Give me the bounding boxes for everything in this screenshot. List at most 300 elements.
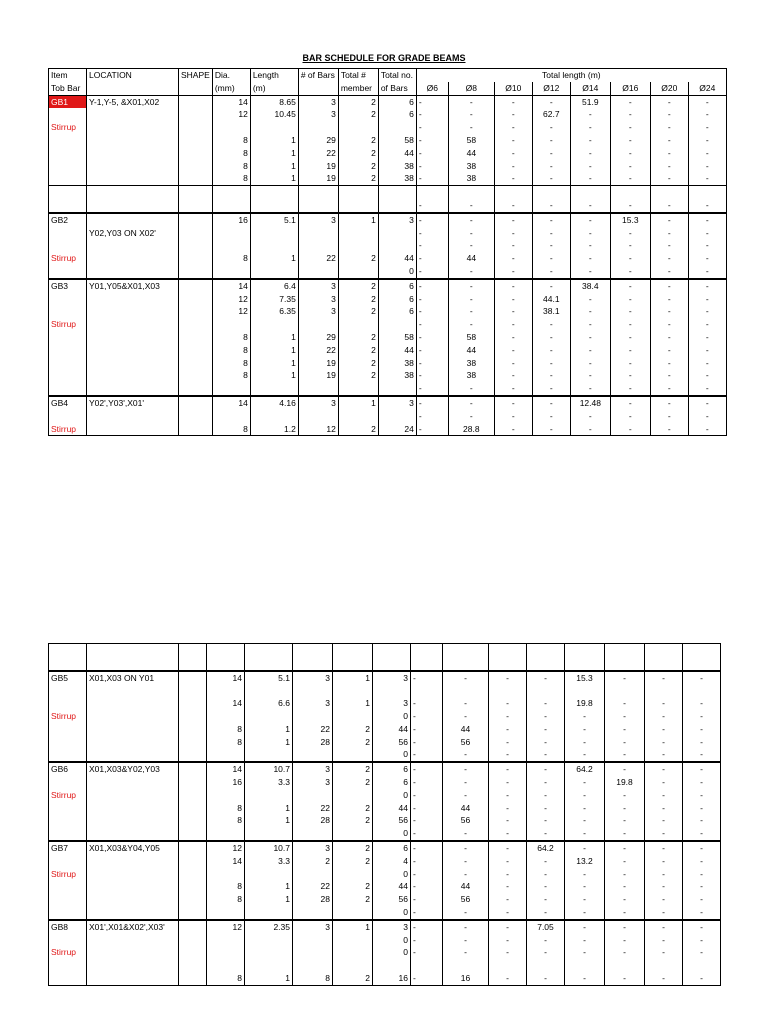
- cell-d24: -: [683, 723, 721, 736]
- cell-dia: 8: [207, 802, 245, 815]
- cell-dia: 8: [212, 344, 250, 357]
- cell-bars: 28: [293, 814, 333, 827]
- cell-tot: [373, 657, 411, 671]
- cell-tot: 3: [373, 697, 411, 710]
- header-cell: Total length (m): [416, 69, 726, 82]
- cell-bars: [298, 265, 338, 279]
- cell-d10: -: [489, 802, 527, 815]
- cell-bars: [298, 318, 338, 331]
- cell-mem: 1: [333, 671, 373, 685]
- table-row: [49, 410, 727, 423]
- table-row: [49, 318, 727, 331]
- cell-d8: -: [443, 789, 489, 802]
- cell-tot: [378, 227, 416, 240]
- cell-bars: [298, 239, 338, 252]
- cell-d24: -: [688, 331, 726, 344]
- cell-d8: [443, 684, 489, 697]
- header-cell: Tob Bar: [49, 82, 87, 95]
- cell-dia: [212, 318, 250, 331]
- cell-shape: [179, 710, 207, 723]
- cell-d20: -: [645, 972, 683, 985]
- cell-d20: -: [645, 841, 683, 855]
- cell-d8: [448, 186, 494, 199]
- cell-item: [49, 934, 87, 947]
- cell-shape: [179, 657, 207, 671]
- cell-len: 1: [250, 369, 298, 382]
- cell-d14: -: [565, 893, 605, 906]
- cell-d10: -: [494, 344, 532, 357]
- table-row: [49, 213, 727, 227]
- cell-d14: -: [570, 134, 610, 147]
- cell-d16: -: [610, 121, 650, 134]
- cell-dia: [207, 684, 245, 697]
- cell-mem: 2: [338, 147, 378, 160]
- cell-d14: -: [565, 906, 605, 920]
- cell-dia: 8: [212, 331, 250, 344]
- cell-d8: 28.8: [448, 423, 494, 436]
- cell-d14: -: [570, 293, 610, 306]
- cell-loc: Y01,Y05&X01,X03: [87, 279, 179, 293]
- cell-d14: -: [565, 920, 605, 934]
- cell-d6: -: [416, 134, 448, 147]
- cell-bars: [298, 199, 338, 213]
- cell-d14: -: [570, 172, 610, 185]
- cell-loc: [87, 318, 179, 331]
- cell-d20: -: [645, 827, 683, 841]
- cell-d12: -: [532, 213, 570, 227]
- cell-d24: -: [683, 697, 721, 710]
- cell-d14: -: [565, 776, 605, 789]
- cell-d8: -: [448, 199, 494, 213]
- bar-schedule-table-continued: [48, 643, 721, 986]
- cell-tot: 56: [373, 736, 411, 749]
- cell-d10: -: [494, 357, 532, 370]
- table-row: [49, 723, 721, 736]
- table-row: [49, 305, 727, 318]
- cell-dia: 14: [207, 855, 245, 868]
- cell-d10: -: [494, 213, 532, 227]
- cell-mem: 1: [333, 920, 373, 934]
- cell-d10: -: [489, 697, 527, 710]
- cell-shape: [179, 946, 207, 959]
- cell-bars: [293, 827, 333, 841]
- cell-len: 1: [245, 972, 293, 985]
- cell-d8: -: [443, 697, 489, 710]
- cell-d24: -: [688, 318, 726, 331]
- cell-loc: [87, 305, 179, 318]
- cell-d24: -: [688, 199, 726, 213]
- cell-item: [49, 776, 87, 789]
- table-row: [49, 946, 721, 959]
- cell-loc: [87, 855, 179, 868]
- cell-d10: -: [489, 946, 527, 959]
- cell-d12: -: [527, 762, 565, 776]
- cell-bars: 19: [298, 160, 338, 173]
- cell-d8: -: [443, 906, 489, 920]
- cell-shape: [179, 252, 213, 265]
- cell-d16: -: [610, 252, 650, 265]
- table-row: [49, 423, 727, 436]
- cell-tot: 0: [373, 934, 411, 947]
- cell-shape: [179, 423, 213, 436]
- header-cell: Ø10: [494, 82, 532, 95]
- cell-d16: -: [610, 318, 650, 331]
- cell-shape: [179, 814, 207, 827]
- cell-d14: -: [570, 147, 610, 160]
- cell-shape: [179, 736, 207, 749]
- cell-len: [245, 868, 293, 881]
- cell-dia: [212, 239, 250, 252]
- cell-d24: -: [688, 95, 726, 108]
- cell-d16: -: [610, 160, 650, 173]
- cell-len: [250, 121, 298, 134]
- cell-d20: -: [650, 305, 688, 318]
- cell-shape: [179, 972, 207, 985]
- cell-d24: -: [683, 827, 721, 841]
- cell-d6: -: [411, 762, 443, 776]
- cell-shape: [179, 239, 213, 252]
- cell-shape: [179, 227, 213, 240]
- cell-item: [49, 657, 87, 671]
- cell-d8: -: [448, 227, 494, 240]
- cell-bars: [293, 946, 333, 959]
- cell-bars: 19: [298, 357, 338, 370]
- cell-dia: [207, 657, 245, 671]
- cell-d14: -: [570, 213, 610, 227]
- cell-d24: -: [683, 934, 721, 947]
- cell-tot: 3: [378, 396, 416, 410]
- cell-d12: -: [527, 946, 565, 959]
- cell-d6: -: [411, 802, 443, 815]
- cell-d12: -: [527, 855, 565, 868]
- table-row: [49, 697, 721, 710]
- cell-dia: 8: [212, 357, 250, 370]
- cell-tot: 6: [373, 762, 411, 776]
- cell-d24: -: [688, 121, 726, 134]
- cell-len: [245, 906, 293, 920]
- cell-d6: -: [411, 906, 443, 920]
- cell-d6: -: [416, 357, 448, 370]
- cell-d20: -: [645, 802, 683, 815]
- cell-d16: -: [610, 239, 650, 252]
- cell-d20: -: [645, 814, 683, 827]
- cell-d12: [527, 657, 565, 671]
- cell-d24: [683, 644, 721, 657]
- cell-dia: [212, 199, 250, 213]
- cell-dia: [207, 827, 245, 841]
- cell-item: [49, 265, 87, 279]
- cell-d14: -: [565, 841, 605, 855]
- cell-tot: 0: [373, 827, 411, 841]
- cell-dia: 12: [207, 920, 245, 934]
- cell-d16: -: [605, 946, 645, 959]
- cell-dia: [207, 789, 245, 802]
- cell-bars: 3: [293, 671, 333, 685]
- cell-d6: -: [411, 748, 443, 762]
- cell-dia: [207, 946, 245, 959]
- cell-loc: [87, 108, 179, 121]
- cell-item: Stirrup: [49, 318, 87, 331]
- cell-bars: 29: [298, 134, 338, 147]
- cell-dia: 12: [207, 841, 245, 855]
- cell-shape: [179, 279, 213, 293]
- cell-d14: 12.48: [570, 396, 610, 410]
- cell-d16: -: [605, 868, 645, 881]
- cell-d10: -: [494, 172, 532, 185]
- cell-d12: -: [532, 147, 570, 160]
- cell-d14: -: [570, 227, 610, 240]
- cell-loc: [87, 906, 179, 920]
- cell-d16: -: [610, 227, 650, 240]
- cell-d16: -: [610, 382, 650, 396]
- cell-len: 1: [245, 880, 293, 893]
- cell-item: [49, 108, 87, 121]
- cell-d16: -: [605, 736, 645, 749]
- cell-len: 5.1: [250, 213, 298, 227]
- cell-d20: -: [650, 227, 688, 240]
- header-cell: Ø12: [532, 82, 570, 95]
- cell-tot: [378, 121, 416, 134]
- header-cell: Ø14: [570, 82, 610, 95]
- table-row: [49, 868, 721, 881]
- cell-mem: [333, 934, 373, 947]
- table-row: [49, 239, 727, 252]
- cell-mem: 2: [338, 252, 378, 265]
- cell-d24: -: [688, 265, 726, 279]
- cell-shape: [179, 762, 207, 776]
- cell-d24: -: [688, 252, 726, 265]
- cell-d12: -: [532, 382, 570, 396]
- cell-d8: -: [443, 934, 489, 947]
- cell-d6: -: [416, 172, 448, 185]
- cell-d20: [645, 684, 683, 697]
- cell-d16: -: [605, 697, 645, 710]
- cell-dia: 14: [212, 95, 250, 108]
- cell-len: 1: [245, 802, 293, 815]
- cell-tot: 3: [373, 671, 411, 685]
- cell-d8: -: [448, 95, 494, 108]
- cell-item: [49, 893, 87, 906]
- cell-item: [49, 147, 87, 160]
- cell-d14: 64.2: [565, 762, 605, 776]
- cell-d12: -: [532, 95, 570, 108]
- cell-tot: 0: [373, 906, 411, 920]
- cell-len: [250, 199, 298, 213]
- cell-mem: [333, 906, 373, 920]
- cell-d12: -: [527, 710, 565, 723]
- cell-d16: 15.3: [610, 213, 650, 227]
- cell-dia: [207, 644, 245, 657]
- cell-d14: -: [565, 710, 605, 723]
- cell-d12: -: [527, 802, 565, 815]
- cell-dia: 8: [207, 893, 245, 906]
- cell-d12: -: [532, 265, 570, 279]
- cell-bars: 22: [293, 802, 333, 815]
- cell-d8: -: [443, 671, 489, 685]
- cell-d6: -: [416, 239, 448, 252]
- cell-shape: [179, 802, 207, 815]
- cell-d12: 62.7: [532, 108, 570, 121]
- table-row: [49, 396, 727, 410]
- cell-shape: [179, 723, 207, 736]
- cell-d6: -: [416, 305, 448, 318]
- cell-loc: [87, 331, 179, 344]
- header-cell: Dia.: [212, 69, 250, 82]
- cell-d16: 19.8: [605, 776, 645, 789]
- cell-d20: [645, 657, 683, 671]
- cell-d20: [650, 186, 688, 199]
- cell-d14: -: [570, 108, 610, 121]
- cell-shape: [179, 344, 213, 357]
- cell-shape: [179, 959, 207, 972]
- cell-d12: -: [532, 396, 570, 410]
- cell-mem: [338, 239, 378, 252]
- table-row: [49, 172, 727, 185]
- cell-d10: -: [494, 423, 532, 436]
- cell-shape: [179, 880, 207, 893]
- cell-loc: [87, 697, 179, 710]
- cell-d6: -: [416, 331, 448, 344]
- cell-dia: 16: [207, 776, 245, 789]
- cell-d24: -: [688, 213, 726, 227]
- cell-loc: [87, 946, 179, 959]
- cell-bars: [293, 748, 333, 762]
- cell-bars: [293, 684, 333, 697]
- cell-item: [49, 802, 87, 815]
- header-cell: Ø20: [650, 82, 688, 95]
- cell-tot: [373, 684, 411, 697]
- cell-d6: -: [416, 95, 448, 108]
- cell-d20: -: [645, 920, 683, 934]
- cell-bars: 3: [298, 279, 338, 293]
- header-cell: Item: [49, 69, 87, 82]
- cell-d14: 13.2: [565, 855, 605, 868]
- cell-loc: [87, 121, 179, 134]
- cell-item: [49, 160, 87, 173]
- cell-d8: -: [448, 410, 494, 423]
- cell-d24: -: [683, 776, 721, 789]
- cell-d6: -: [411, 827, 443, 841]
- cell-d24: -: [683, 710, 721, 723]
- cell-tot: 0: [373, 710, 411, 723]
- cell-item: [49, 331, 87, 344]
- cell-d10: -: [489, 776, 527, 789]
- cell-d24: [688, 186, 726, 199]
- cell-bars: 8: [293, 972, 333, 985]
- cell-bars: 19: [298, 369, 338, 382]
- cell-len: [245, 946, 293, 959]
- cell-d20: -: [650, 423, 688, 436]
- cell-d8: -: [443, 762, 489, 776]
- cell-len: 4.16: [250, 396, 298, 410]
- cell-bars: [293, 934, 333, 947]
- cell-loc: Y-1,Y-5, &X01,X02: [87, 95, 179, 108]
- cell-d12: -: [532, 344, 570, 357]
- cell-d14: -: [565, 723, 605, 736]
- cell-d14: -: [570, 344, 610, 357]
- cell-len: [250, 382, 298, 396]
- cell-item: Stirrup: [49, 868, 87, 881]
- cell-d14: -: [565, 868, 605, 881]
- cell-d14: [570, 186, 610, 199]
- cell-dia: 14: [207, 762, 245, 776]
- cell-len: 3.3: [245, 776, 293, 789]
- cell-tot: [373, 644, 411, 657]
- cell-loc: [87, 972, 179, 985]
- cell-item: [49, 239, 87, 252]
- cell-d12: -: [527, 934, 565, 947]
- cell-d14: -: [565, 972, 605, 985]
- cell-len: [250, 239, 298, 252]
- cell-bars: [293, 710, 333, 723]
- header-cell: [298, 82, 338, 95]
- cell-d8: -: [443, 920, 489, 934]
- cell-mem: [333, 748, 373, 762]
- header-row: [49, 69, 727, 82]
- cell-d16: -: [605, 814, 645, 827]
- cell-d10: -: [494, 147, 532, 160]
- cell-d16: -: [605, 880, 645, 893]
- cell-shape: [179, 318, 213, 331]
- table-row: [49, 108, 727, 121]
- cell-shape: [179, 396, 213, 410]
- cell-d16: -: [610, 344, 650, 357]
- cell-d10: -: [489, 841, 527, 855]
- cell-d12: -: [527, 736, 565, 749]
- cell-tot: 38: [378, 160, 416, 173]
- cell-d24: -: [683, 920, 721, 934]
- cell-d12: 38.1: [532, 305, 570, 318]
- cell-d6: -: [416, 396, 448, 410]
- cell-tot: [378, 410, 416, 423]
- cell-bars: [298, 186, 338, 199]
- cell-d24: -: [688, 227, 726, 240]
- table-row: [49, 252, 727, 265]
- cell-d8: 16: [443, 972, 489, 985]
- cell-bars: [293, 657, 333, 671]
- table-row: [49, 644, 721, 657]
- header-cell: Total #: [338, 69, 378, 82]
- cell-d10: [489, 959, 527, 972]
- cell-tot: 3: [378, 213, 416, 227]
- cell-d8: -: [448, 265, 494, 279]
- cell-d14: -: [570, 239, 610, 252]
- header-cell: SHAPE: [179, 69, 213, 82]
- cell-d8: -: [448, 293, 494, 306]
- cell-len: 10.7: [245, 762, 293, 776]
- cell-d16: -: [610, 410, 650, 423]
- cell-loc: Y02,Y03 ON X02': [87, 227, 179, 240]
- cell-shape: [179, 906, 207, 920]
- cell-d10: -: [494, 227, 532, 240]
- cell-d24: -: [688, 382, 726, 396]
- cell-bars: 12: [298, 423, 338, 436]
- cell-d24: -: [688, 147, 726, 160]
- table-row: [49, 972, 721, 985]
- cell-mem: 2: [338, 357, 378, 370]
- cell-mem: [333, 657, 373, 671]
- cell-d8: 56: [443, 814, 489, 827]
- cell-shape: [179, 305, 213, 318]
- cell-bars: 3: [298, 293, 338, 306]
- cell-len: [245, 684, 293, 697]
- cell-d16: -: [610, 396, 650, 410]
- cell-len: [245, 644, 293, 657]
- table-row: [49, 671, 721, 685]
- header-cell: of Bars: [378, 82, 416, 95]
- cell-d6: -: [416, 252, 448, 265]
- cell-loc: [87, 186, 179, 199]
